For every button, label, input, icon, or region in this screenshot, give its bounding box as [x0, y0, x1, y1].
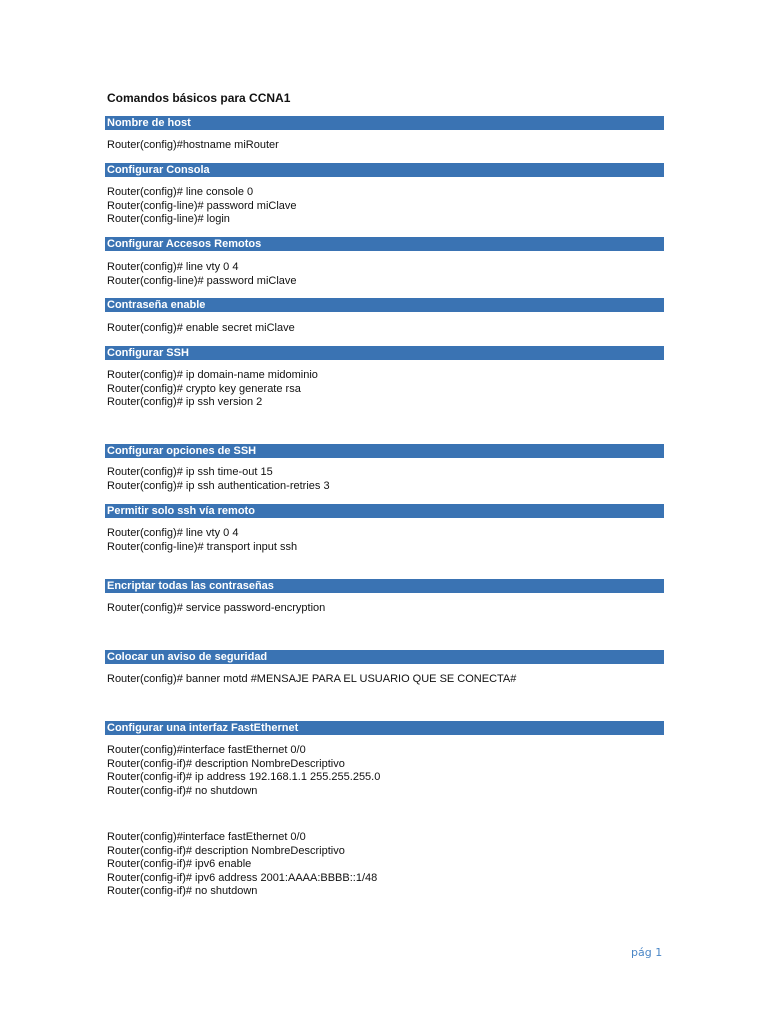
code-block-contrasena-enable: [107, 322, 295, 336]
code-line: Router(config)# ip ssh version 2: [107, 396, 263, 409]
code-line: Router(config-line)# password miClave: [107, 199, 297, 212]
code-block-opciones-ssh: [107, 466, 330, 493]
section-heading-contrasena-enable: Contraseña enable: [105, 298, 664, 312]
code-block-configurar-ssh: [107, 369, 318, 410]
code-block-solo-ssh-remoto: [107, 527, 297, 554]
code-line: Router(config-if)# description NombreDescriptivo: [107, 844, 345, 857]
code-block-ipv6-interface: [107, 831, 377, 899]
code-line: Router(config-if)# description NombreDescriptivo: [107, 757, 345, 770]
code-line: Router(config)# ip ssh authentication-retries 3: [107, 479, 330, 492]
section-heading-interfaz-fastethernet: Configurar una interfaz FastEthernet: [105, 721, 664, 735]
code-line: Router(config)# line vty 0 4: [107, 261, 239, 273]
code-block-aviso-seguridad: [107, 673, 516, 687]
section-heading-nombre-de-host: Nombre de host: [105, 116, 664, 130]
code-block-accesos-remotos: [107, 261, 297, 288]
code-line: Router(config)# banner motd #MENSAJE PARA EL USUARIO QUE SE CONECTA#: [107, 673, 517, 685]
code-line: Router(config-if)# ipv6 address 2001:AAAA:BBBB::1/48: [107, 871, 378, 884]
code-line: Router(config-if)# ipv6 enable: [107, 858, 252, 871]
section-heading-aviso-seguridad: Colocar un aviso de seguridad: [105, 650, 664, 664]
code-line: Router(config-line)# login: [107, 213, 230, 226]
code-line: Router(config)# ip ssh time-out 15: [107, 466, 273, 478]
code-line: Router(config)#interface fastEthernet 0/0: [107, 744, 306, 756]
code-block-configurar-consola: [107, 186, 297, 227]
section-heading-opciones-ssh: Configurar opciones de SSH: [105, 444, 664, 458]
code-line: Router(config)# ip domain-name midominio: [107, 369, 318, 381]
code-line: Router(config-line)# password miClave: [107, 274, 297, 287]
code-line: Router(config)# line console 0: [107, 186, 254, 198]
code-block-interfaz-fastethernet: [107, 744, 380, 798]
section-heading-configurar-ssh: Configurar SSH: [105, 346, 664, 360]
section-heading-encriptar-contrasenas: Encriptar todas las contraseñas: [105, 579, 664, 593]
code-line: Router(config)# enable secret miClave: [107, 322, 295, 334]
code-line: Router(config-if)# no shutdown: [107, 784, 258, 797]
code-line: Router(config-if)# no shutdown: [107, 885, 258, 898]
code-block-encriptar-contrasenas: [107, 602, 325, 616]
section-heading-accesos-remotos: Configurar Accesos Remotos: [105, 237, 664, 251]
code-line: Router(config)# crypto key generate rsa: [107, 382, 301, 395]
document-title: Comandos básicos para CCNA1: [107, 91, 291, 105]
code-line: Router(config)# line vty 0 4: [107, 527, 239, 539]
code-block-nombre-de-host: [107, 139, 279, 153]
code-line: Router(config-if)# ip address 192.168.1.1 255.255.255.0: [107, 771, 381, 784]
section-heading-configurar-consola: Configurar Consola: [105, 163, 664, 177]
section-heading-solo-ssh-remoto: Permitir solo ssh vía remoto: [105, 504, 664, 518]
code-line: Router(config)# service password-encryption: [107, 602, 326, 614]
code-line: Router(config)#interface fastEthernet 0/0: [107, 831, 306, 843]
page-number: pág 1: [631, 946, 663, 959]
code-line: Router(config-line)# transport input ssh: [107, 540, 298, 553]
code-line: Router(config)#hostname miRouter: [107, 139, 279, 151]
